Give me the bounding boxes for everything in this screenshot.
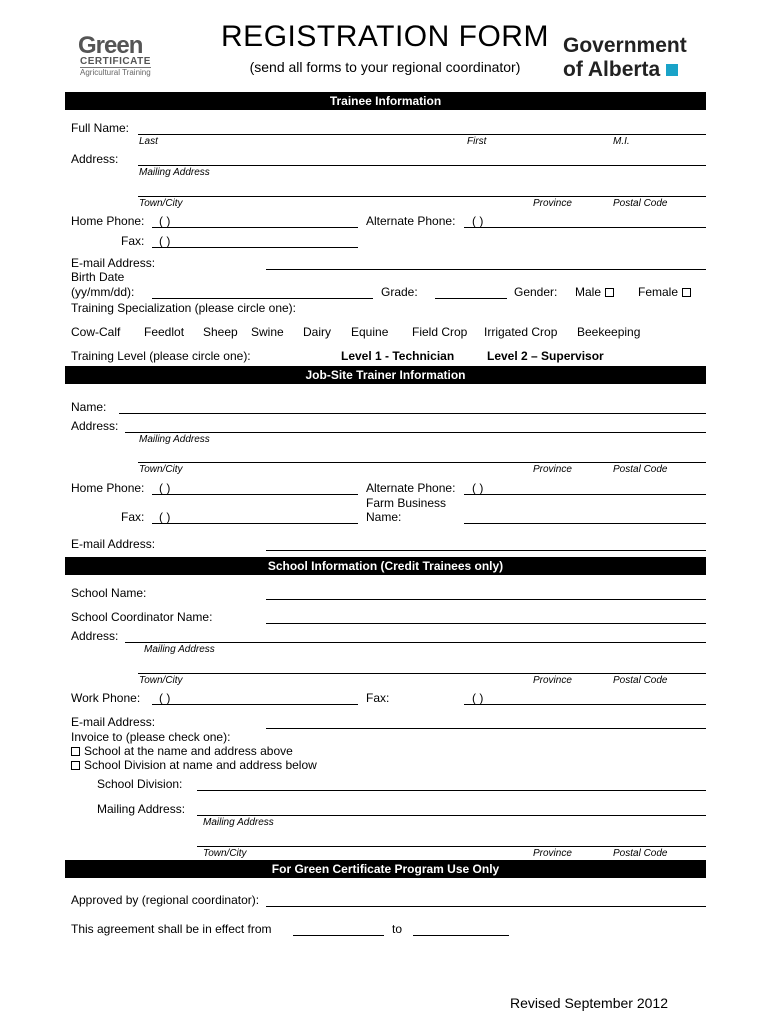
level-1-option[interactable]: Level 1 - Technician bbox=[341, 349, 455, 363]
spec-irrigated-crop[interactable]: Irrigated Crop bbox=[484, 325, 558, 339]
section-program-heading: For Green Certificate Program Use Only bbox=[65, 860, 706, 878]
postal-code-hint: Postal Code bbox=[613, 198, 668, 209]
spec-swine[interactable]: Swine bbox=[251, 325, 284, 339]
school-name-field[interactable] bbox=[266, 599, 706, 600]
trainer-name-label: Name: bbox=[71, 400, 107, 414]
trainer-province-hint: Province bbox=[533, 464, 572, 475]
alternate-phone-label: Alternate Phone: bbox=[366, 214, 456, 228]
division-postal-hint: Postal Code bbox=[613, 848, 668, 859]
female-label: Female bbox=[638, 285, 679, 299]
school-division-field[interactable] bbox=[197, 790, 706, 791]
school-fax-area: ( ) bbox=[472, 691, 484, 705]
approved-by-label: Approved by (regional coordinator): bbox=[71, 893, 260, 907]
farm-business-label: Farm Business bbox=[366, 496, 447, 510]
trainer-mailing-hint: Mailing Address bbox=[139, 434, 210, 445]
trainer-alternate-phone-label: Alternate Phone: bbox=[366, 481, 456, 495]
town-city-field[interactable] bbox=[138, 196, 706, 197]
school-address-label: Address: bbox=[71, 629, 119, 643]
school-mailing-hint: Mailing Address bbox=[144, 644, 215, 655]
trainer-fax-area: ( ) bbox=[159, 510, 171, 524]
school-mailing-address-field[interactable] bbox=[125, 642, 706, 643]
spec-equine[interactable]: Equine bbox=[351, 325, 389, 339]
section-trainer-heading: Job-Site Trainer Information bbox=[65, 366, 706, 384]
trainer-fax-field[interactable] bbox=[152, 523, 358, 524]
school-postal-hint: Postal Code bbox=[613, 675, 668, 686]
mailing-address-field[interactable] bbox=[138, 165, 706, 166]
school-email-field[interactable] bbox=[266, 728, 706, 729]
alberta-square-icon bbox=[666, 64, 678, 76]
fax-area: ( ) bbox=[159, 234, 171, 248]
revised-date: Revised September 2012 bbox=[510, 995, 668, 1011]
farm-name-field[interactable] bbox=[464, 523, 706, 524]
school-coordinator-label: School Coordinator Name: bbox=[71, 610, 213, 624]
male-checkbox[interactable] bbox=[605, 288, 614, 297]
school-fax-field[interactable] bbox=[464, 704, 706, 705]
work-phone-field[interactable] bbox=[152, 704, 358, 705]
province-hint: Province bbox=[533, 198, 572, 209]
trainer-alternate-phone-area: ( ) bbox=[472, 481, 484, 495]
specialization-label: Training Specialization (please circle one): bbox=[71, 301, 296, 315]
male-label: Male bbox=[575, 285, 602, 299]
school-name-label: School Name: bbox=[71, 586, 147, 600]
fax-label: Fax: bbox=[121, 234, 145, 248]
birth-date-field[interactable] bbox=[152, 298, 373, 299]
division-mailing-address-label: Mailing Address: bbox=[97, 802, 186, 816]
grade-label: Grade: bbox=[381, 285, 418, 299]
invoice-school-checkbox[interactable] bbox=[71, 747, 80, 756]
agreement-label: This agreement shall be in effect from bbox=[71, 922, 272, 936]
division-mailing-address-field[interactable] bbox=[197, 815, 706, 816]
training-level-label: Training Level (please circle one): bbox=[71, 349, 251, 363]
full-name-label: Full Name: bbox=[71, 121, 130, 135]
green-certificate-logo: Green bbox=[78, 32, 143, 59]
work-phone-area: ( ) bbox=[159, 691, 171, 705]
spec-feedlot[interactable]: Feedlot bbox=[144, 325, 185, 339]
female-checkbox[interactable] bbox=[682, 288, 691, 297]
government-of-alberta-logo bbox=[563, 34, 687, 82]
home-phone-area: ( ) bbox=[159, 214, 171, 228]
male-option[interactable] bbox=[575, 285, 614, 299]
trainer-postal-hint: Postal Code bbox=[613, 464, 668, 475]
section-school-heading: School Information (Credit Trainees only) bbox=[65, 557, 706, 575]
trainer-town-hint: Town/City bbox=[139, 464, 183, 475]
spec-dairy[interactable]: Dairy bbox=[303, 325, 332, 339]
gov-line2: of Alberta bbox=[563, 58, 661, 81]
agreement-to-label: to bbox=[392, 922, 403, 936]
school-division-label: School Division: bbox=[97, 777, 183, 791]
work-phone-label: Work Phone: bbox=[71, 691, 141, 705]
logo-tagline: Agricultural Training bbox=[80, 68, 151, 77]
trainer-mailing-address-field[interactable] bbox=[125, 432, 706, 433]
division-mailing-hint: Mailing Address bbox=[203, 817, 274, 828]
birth-date-format: (yy/mm/dd): bbox=[71, 285, 135, 299]
spec-sheep[interactable]: Sheep bbox=[203, 325, 238, 339]
spec-cow-calf[interactable]: Cow-Calf bbox=[71, 325, 121, 339]
invoice-school-label: School at the name and address above bbox=[84, 744, 293, 758]
address-label: Address: bbox=[71, 152, 119, 166]
invoice-option-division[interactable] bbox=[71, 758, 317, 772]
grade-field[interactable] bbox=[435, 298, 507, 299]
school-town-field[interactable] bbox=[138, 673, 706, 674]
school-fax-label: Fax: bbox=[366, 691, 390, 705]
alternate-phone-field[interactable] bbox=[464, 227, 706, 228]
school-town-hint: Town/City bbox=[139, 675, 183, 686]
email-field[interactable] bbox=[266, 269, 706, 270]
invoice-option-school[interactable] bbox=[71, 744, 293, 758]
agreement-to-field[interactable] bbox=[413, 935, 509, 936]
invoice-division-checkbox[interactable] bbox=[71, 761, 80, 770]
trainer-fax-label: Fax: bbox=[121, 510, 145, 524]
section-trainee-heading: Trainee Information bbox=[65, 92, 706, 110]
spec-field-crop[interactable]: Field Crop bbox=[412, 325, 468, 339]
first-hint: First bbox=[467, 136, 487, 147]
birth-date-label: Birth Date bbox=[71, 270, 125, 284]
invoice-label: Invoice to (please check one): bbox=[71, 730, 231, 744]
division-town-hint: Town/City bbox=[203, 848, 247, 859]
mi-hint: M.I. bbox=[613, 136, 630, 147]
spec-beekeeping[interactable]: Beekeeping bbox=[577, 325, 641, 339]
level-2-option[interactable]: Level 2 – Supervisor bbox=[487, 349, 604, 363]
alternate-phone-area: ( ) bbox=[472, 214, 484, 228]
town-city-hint: Town/City bbox=[139, 198, 183, 209]
trainer-address-label: Address: bbox=[71, 419, 119, 433]
school-coordinator-field[interactable] bbox=[266, 623, 706, 624]
farm-name-label: Name: bbox=[366, 510, 402, 524]
home-phone-label: Home Phone: bbox=[71, 214, 145, 228]
female-option[interactable] bbox=[638, 285, 691, 299]
trainer-email-field[interactable] bbox=[266, 550, 706, 551]
logo-certificate-text: CERTIFICATE bbox=[80, 56, 151, 67]
home-phone-field[interactable] bbox=[152, 227, 358, 228]
mailing-address-hint: Mailing Address bbox=[139, 167, 210, 178]
trainer-home-phone-label: Home Phone: bbox=[71, 481, 145, 495]
trainer-home-phone-area: ( ) bbox=[159, 481, 171, 495]
trainer-home-phone-field[interactable] bbox=[152, 494, 358, 495]
school-province-hint: Province bbox=[533, 675, 572, 686]
form-subtitle: (send all forms to your regional coordinator) bbox=[249, 59, 521, 75]
trainer-town-field[interactable] bbox=[138, 462, 706, 463]
trainer-email-label: E-mail Address: bbox=[71, 537, 156, 551]
invoice-division-label: School Division at name and address below bbox=[84, 758, 317, 772]
email-label: E-mail Address: bbox=[71, 256, 156, 270]
gender-label: Gender: bbox=[514, 285, 558, 299]
fax-field[interactable] bbox=[152, 247, 358, 248]
school-email-label: E-mail Address: bbox=[71, 715, 156, 729]
form-title: REGISTRATION FORM bbox=[221, 20, 549, 53]
division-town-field[interactable] bbox=[197, 846, 706, 847]
trainer-name-field[interactable] bbox=[119, 413, 706, 414]
last-hint: Last bbox=[139, 136, 158, 147]
gov-line1: Government bbox=[563, 34, 687, 57]
division-province-hint: Province bbox=[533, 848, 572, 859]
trainer-alternate-phone-field[interactable] bbox=[464, 494, 706, 495]
approved-by-field[interactable] bbox=[266, 906, 706, 907]
agreement-from-field[interactable] bbox=[293, 935, 384, 936]
full-name-field[interactable] bbox=[138, 134, 706, 135]
